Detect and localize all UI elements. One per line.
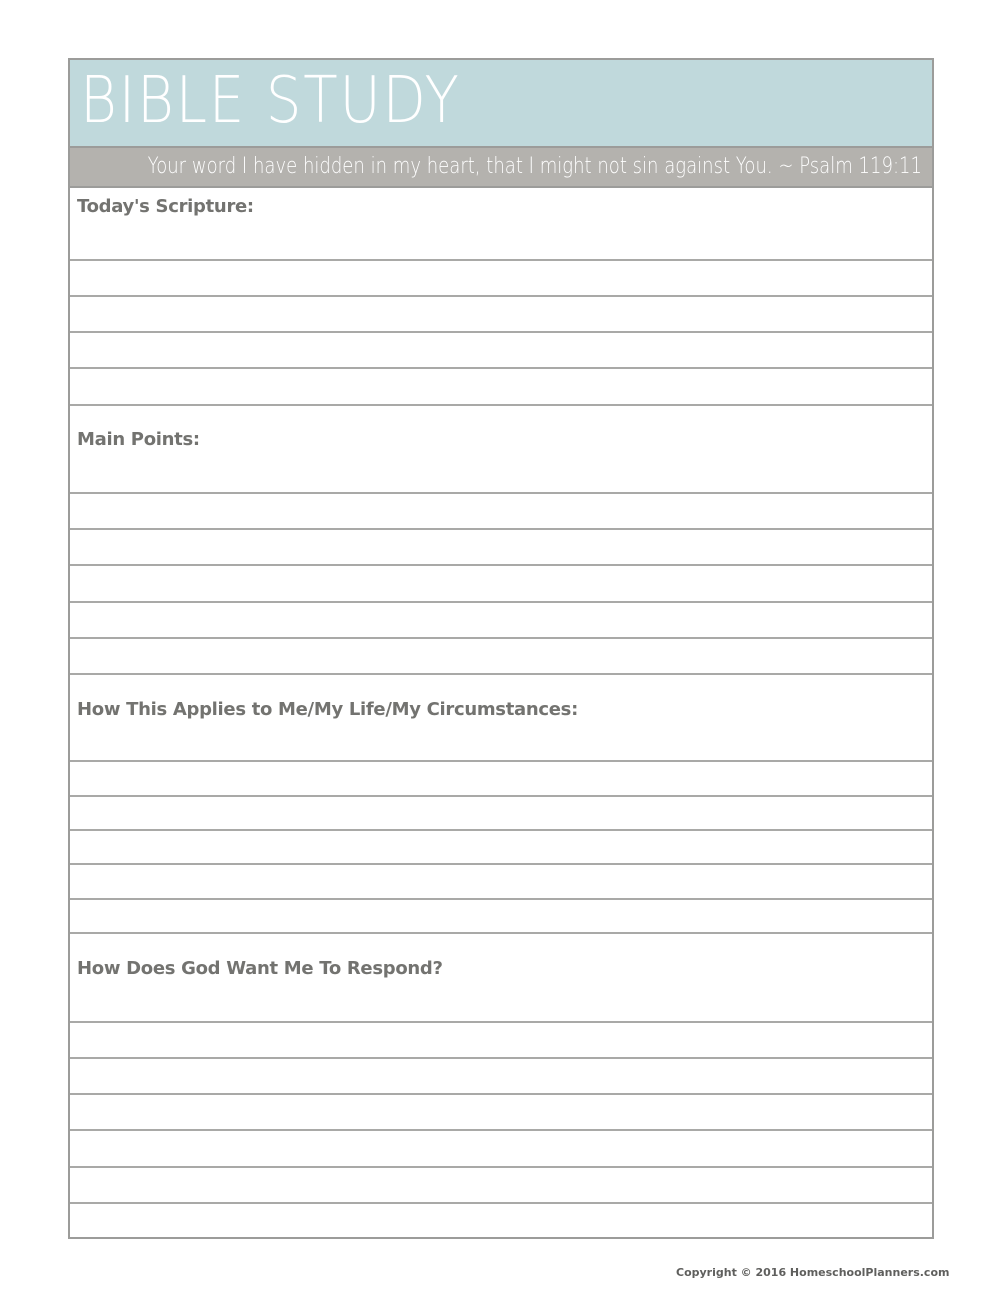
writing-line[interactable] — [70, 1059, 932, 1093]
writing-line[interactable] — [70, 762, 932, 795]
writing-line[interactable] — [70, 261, 932, 295]
verse-banner — [70, 148, 932, 188]
writing-line[interactable] — [70, 603, 932, 637]
writing-line[interactable] — [70, 797, 932, 829]
writing-line[interactable] — [70, 639, 932, 673]
writing-line[interactable] — [70, 333, 932, 367]
writing-line[interactable] — [70, 1168, 932, 1202]
writing-line[interactable] — [70, 530, 932, 564]
section-label-todays-scripture: Today's Scripture: — [77, 196, 254, 217]
writing-line[interactable] — [70, 494, 932, 528]
writing-line[interactable] — [70, 566, 932, 601]
writing-line[interactable] — [70, 675, 932, 760]
section-label-main-points: Main Points: — [77, 429, 200, 450]
copyright-notice: Copyright © 2016 HomeschoolPlanners.com — [676, 1266, 950, 1279]
writing-line[interactable] — [70, 1023, 932, 1057]
title-banner — [70, 60, 932, 148]
verse-text: Your word I have hidden in my heart, that I might not sin against You. ~ Psalm 119:11 — [147, 154, 923, 179]
writing-line[interactable] — [70, 865, 932, 898]
writing-line[interactable] — [70, 900, 932, 932]
writing-line[interactable] — [70, 934, 932, 1021]
writing-line[interactable] — [70, 1131, 932, 1166]
writing-line[interactable] — [70, 190, 932, 260]
writing-line[interactable] — [70, 831, 932, 863]
section-label-how-this-applies: How This Applies to Me/My Life/My Circumstances: — [77, 699, 578, 720]
writing-line[interactable] — [70, 1095, 932, 1129]
writing-line[interactable] — [70, 406, 932, 492]
writing-line[interactable] — [70, 297, 932, 331]
page-title: BIBLE STUDY — [80, 64, 461, 138]
writing-line[interactable] — [70, 1204, 932, 1237]
section-label-how-to-respond: How Does God Want Me To Respond? — [77, 958, 443, 979]
writing-line[interactable] — [70, 369, 932, 403]
worksheet — [68, 58, 934, 1239]
